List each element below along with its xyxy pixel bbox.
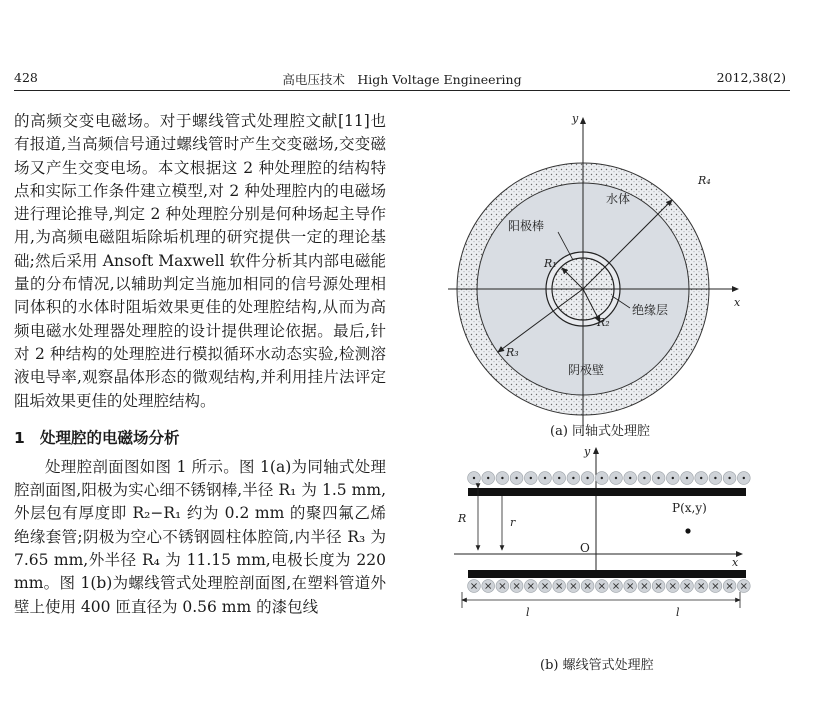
section-heading (14, 427, 386, 450)
label-anode: 阳极棒 (508, 219, 545, 233)
label-water: 水体 (606, 192, 631, 206)
page-header (14, 68, 790, 91)
page-number: 428 (14, 70, 38, 85)
x-axis-label-a: x (734, 296, 741, 309)
label-origin: O (580, 541, 590, 555)
bottom-coil-row (468, 580, 751, 593)
current-out-dot (714, 477, 716, 479)
body-paragraph-2: 处理腔剖面图如图 1 所示。图 1(a)为同轴式处理腔剖面图,阳极为实心细不锈钢棒,半径 R₁ 为 1.5 mm,外层包有厚度即 R₂−R₁ 约为 0.2 mm 的聚四氟乙烯绝缘套管;阴极为空心不锈钢圆柱体腔筒,内半径 R₃ 为 7.65 mm,外半径 R₄ 为 11.15 mm,电极长度为 220 mm。图 1(b)为螺线管式处理腔剖面图,在塑料管道外壁上使用 400 匝直径为 0.56 mm 的漆包线 (14, 457, 386, 616)
current-out-dot (515, 477, 517, 479)
section-number: 1 (14, 428, 25, 447)
y-axis-label-b: y (584, 445, 591, 458)
figure-1 (440, 108, 812, 673)
current-out-dot (743, 477, 745, 479)
label-r: r (510, 516, 516, 529)
label-r2: R₂ (597, 316, 610, 329)
current-out-dot (615, 477, 617, 479)
label-l-right: l (676, 606, 680, 619)
current-out-dot (700, 477, 702, 479)
current-out-dot (643, 477, 645, 479)
label-r1: R₁ (544, 257, 557, 270)
label-insulation: 绝缘层 (632, 303, 669, 317)
x-axis-label-b: x (732, 556, 739, 569)
current-out-dot (473, 477, 475, 479)
coaxial-chamber-diagram (448, 112, 741, 436)
label-P: P(x,y) (672, 501, 707, 515)
figure-svg (440, 108, 812, 668)
label-r3: R₃ (506, 346, 519, 359)
journal-year-volume: 2012,38(2) (716, 70, 786, 85)
caption-a: (a) 同轴式处理腔 (550, 424, 651, 439)
current-out-dot (601, 477, 603, 479)
y-axis-label-a: y (572, 112, 579, 125)
current-out-dot (686, 477, 688, 479)
current-out-dot (657, 477, 659, 479)
label-R: R (458, 512, 467, 525)
current-out-dot (487, 477, 489, 479)
current-out-dot (728, 477, 730, 479)
point-P (685, 528, 690, 533)
text-column (14, 110, 386, 619)
bottom-electrode-bar (468, 570, 746, 578)
current-out-dot (629, 477, 631, 479)
solenoid-chamber-diagram (454, 445, 750, 619)
current-out-dot (672, 477, 674, 479)
caption-b: (b) 螺线管式处理腔 (540, 658, 654, 673)
section-title: 处理腔的电磁场分析 (40, 428, 180, 447)
current-out-dot (501, 477, 503, 479)
body-paragraph-1: 的高频交变电磁场。对于螺线管式处理腔文献[11]也有报道,当高频信号通过螺线管时产生交变磁场,交变磁场又产生交变电场。本文根据这 2 种处理腔的结构特点和实际工作条件建立模型,对 2 种处理腔内的电磁场进行理论推导,判定 2 种处理腔分别是何种场起主导作用,为高频电磁阻垢除垢机理的研究提供一定的理论基础;然后采用 Ansoft Maxwell 软件分析其内部电磁能量的分布情况,以辅助判定当施加相同的信号源处理相同体积的水体时阻垢效果更佳的处理腔结构,从而为高频电磁水处理器处理腔的设计提供理论依据。最后,针对 2 种结构的处理腔进行模拟循环水动态实验,检测溶液电导率,观察晶体形态的微观结构,并利用挂片法评定阻垢效果更佳的处理腔结构。 (14, 112, 386, 410)
label-r4: R₄ (698, 174, 711, 187)
top-electrode-bar (468, 488, 746, 496)
current-out-dot (544, 477, 546, 479)
current-out-dot (586, 477, 588, 479)
current-out-dot (558, 477, 560, 479)
journal-name: 高电压技术 High Voltage Engineering (282, 72, 522, 87)
label-cathode: 阴极壁 (568, 363, 605, 377)
label-l-left: l (526, 606, 530, 619)
current-out-dot (572, 477, 574, 479)
current-out-dot (530, 477, 532, 479)
top-coil-row (468, 472, 751, 485)
